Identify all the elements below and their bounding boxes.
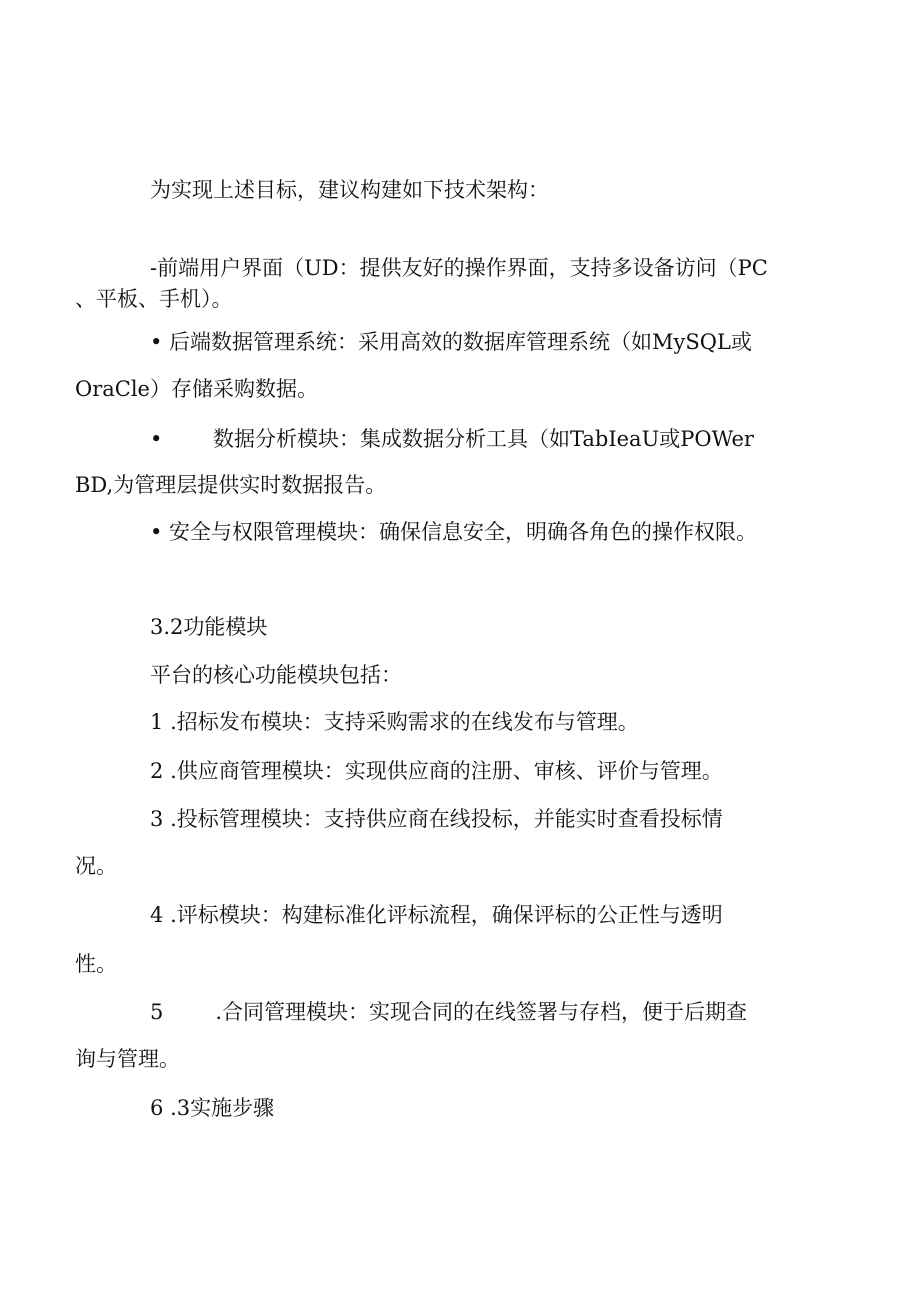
module-item-contract	[150, 998, 747, 1026]
intro-paragraph: 为实现上述目标，建议构建如下技术架构：	[150, 178, 549, 202]
module-item-bidding-release	[150, 708, 639, 736]
module-text: .投标管理模块：支持供应商在线投标，并能实时查看投标情	[170, 807, 723, 831]
heading-number: 6	[150, 1096, 164, 1120]
module-number: 2	[150, 759, 164, 783]
module-text: .评标模块：构建标准化评标流程，确保评标的公正性与透明	[170, 903, 723, 927]
module-item-evaluation-cont: 性。	[75, 952, 117, 976]
arch-item-analytics-cont: BD,为管理层提供实时数据报告。	[75, 473, 387, 497]
arch-item-frontend-cont: 、平板、手机）。	[75, 287, 233, 311]
next-section-heading	[150, 1094, 274, 1122]
module-item-tender	[150, 805, 723, 833]
module-item-evaluation	[150, 901, 723, 929]
arch-item-frontend: -前端用户界面（UD：提供友好的操作界面，支持多设备访问（PC	[150, 256, 768, 280]
module-item-supplier	[150, 757, 723, 785]
section-heading: 3.2功能模块	[150, 615, 268, 639]
module-number: 3	[150, 807, 164, 831]
module-item-tender-cont: 况。	[75, 854, 117, 878]
arch-item-analytics: 数据分析模块：集成数据分析工具（如TabIeaU或POWer	[213, 427, 754, 451]
module-number: 5	[150, 1000, 164, 1024]
arch-item-analytics-bullet: •	[150, 427, 163, 451]
module-text: .供应商管理模块：实现供应商的注册、审核、评价与管理。	[170, 759, 723, 783]
arch-item-backend: • 后端数据管理系统：采用高效的数据库管理系统（如MySQL或	[150, 330, 752, 354]
module-text: .招标发布模块：支持采购需求的在线发布与管理。	[170, 710, 639, 734]
module-text: .合同管理模块：实现合同的在线签署与存档，便于后期查	[215, 1000, 748, 1024]
arch-item-security: • 安全与权限管理模块：确保信息安全，明确各角色的操作权限。	[150, 520, 758, 544]
module-item-contract-cont: 询与管理。	[75, 1047, 180, 1071]
arch-item-backend-cont: OraCle）存储采购数据。	[75, 377, 318, 401]
modules-intro: 平台的核心功能模块包括：	[150, 663, 402, 687]
heading-text: .3实施步骤	[170, 1096, 275, 1120]
module-number: 1	[150, 710, 164, 734]
module-number: 4	[150, 903, 164, 927]
